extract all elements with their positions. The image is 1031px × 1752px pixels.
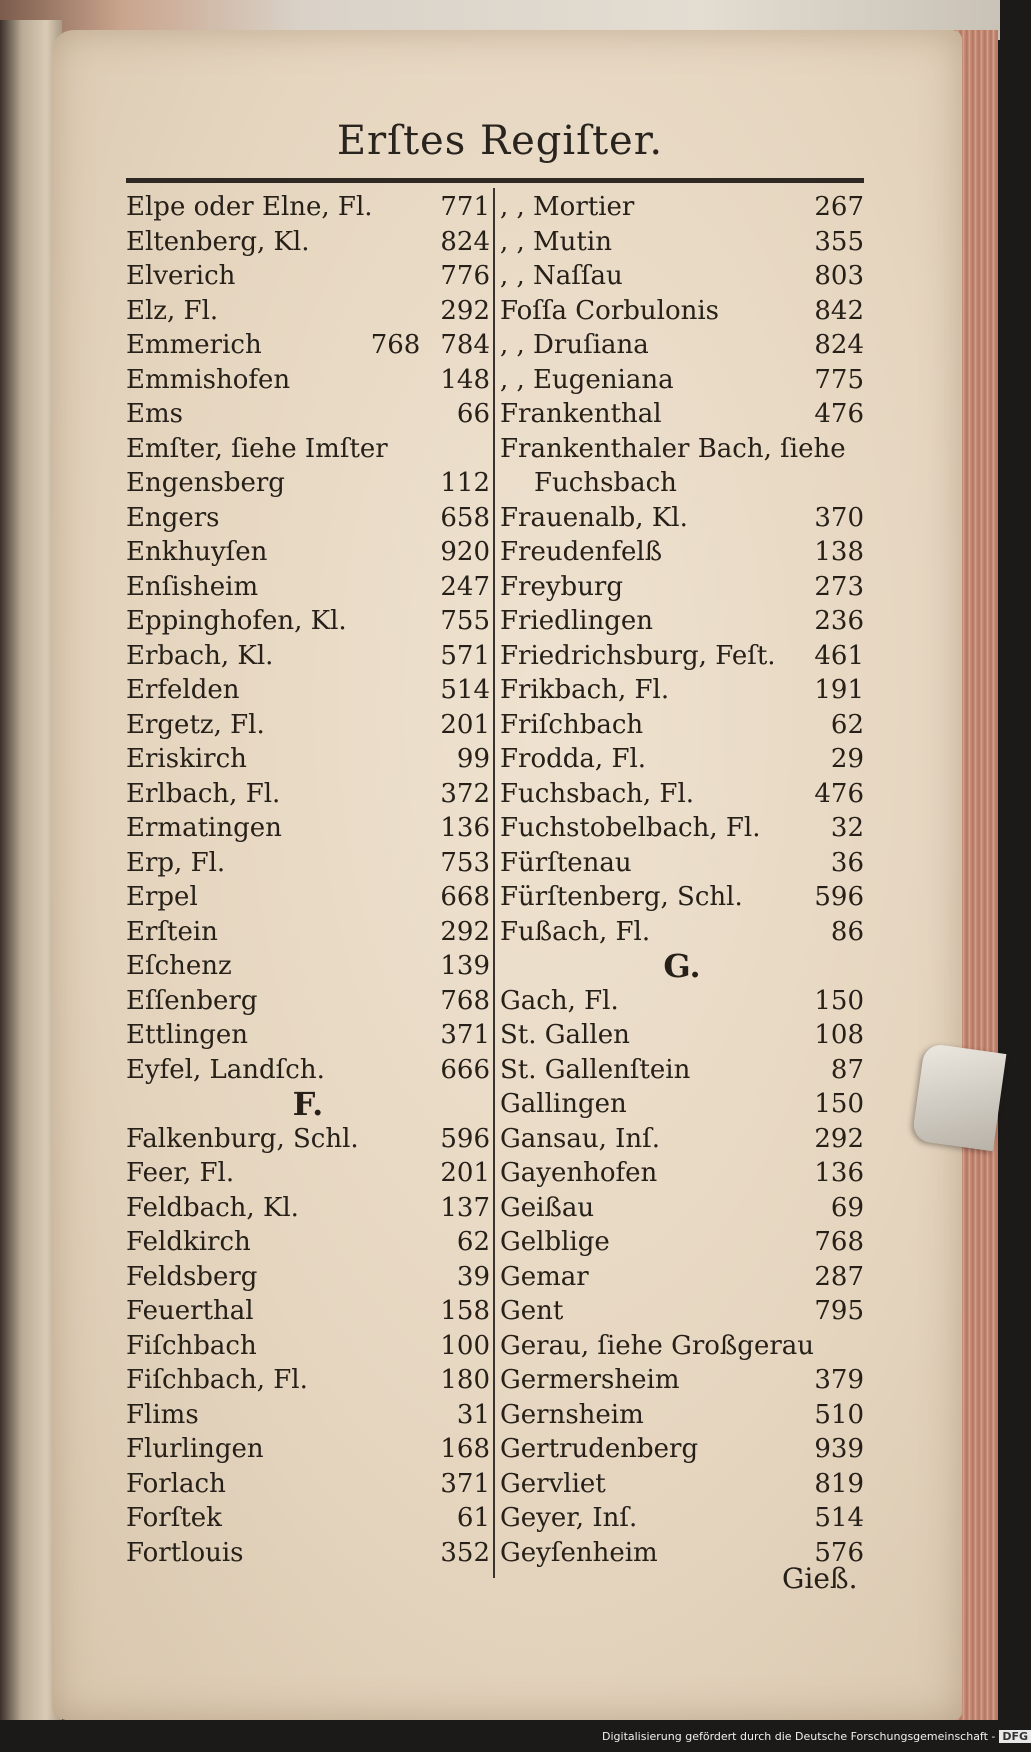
index-entry xyxy=(500,1398,864,1433)
entry-page: 372 xyxy=(440,778,490,809)
index-entry xyxy=(500,708,864,743)
entry-page: 180 xyxy=(440,1365,490,1395)
index-entry xyxy=(126,880,490,915)
entry-page: 69 xyxy=(830,1192,864,1223)
index-entry xyxy=(500,673,864,708)
entry-name: Eppinghofen, Kl. xyxy=(126,606,347,636)
index-entry xyxy=(500,1191,864,1226)
index-entry xyxy=(126,984,490,1019)
index-entry xyxy=(500,328,864,363)
index-entry xyxy=(500,1018,864,1053)
index-entry xyxy=(126,501,490,536)
entry-page: 150 xyxy=(814,1089,864,1119)
column-divider xyxy=(493,188,495,1578)
index-entry xyxy=(500,1156,864,1191)
entry-page: 514 xyxy=(814,1503,864,1533)
index-entry xyxy=(500,1087,864,1122)
entry-name: Erlbach, Fl. xyxy=(126,778,281,809)
entry-name: , , Mortier xyxy=(500,192,635,222)
entry-page: 108 xyxy=(814,1020,864,1050)
entry-page: 136 xyxy=(440,813,490,843)
index-entry xyxy=(500,742,864,777)
entry-name: Geyſenheim xyxy=(500,1537,658,1568)
index-entry xyxy=(500,1501,864,1536)
entry-page: 596 xyxy=(440,1123,490,1154)
index-entry xyxy=(126,432,490,467)
index-entry xyxy=(126,604,490,639)
entry-name: Fürſtenau xyxy=(500,847,632,878)
entry-page: 939 xyxy=(814,1434,864,1464)
entry-name: Friſchbach xyxy=(500,709,644,740)
index-entry xyxy=(500,1053,864,1088)
index-entry xyxy=(126,397,490,432)
entry-page: 775 xyxy=(814,364,864,395)
entry-page: 784 xyxy=(440,330,490,360)
entry-page: 795 xyxy=(814,1296,864,1326)
entry-name: Ems xyxy=(126,399,183,429)
footer-text: Digitalisierung gefördert durch die Deutsche Forschungsgemeinschaft - xyxy=(602,1730,996,1743)
entry-page: 36 xyxy=(830,847,864,878)
entry-name: Friedrichsburg, Feſt. xyxy=(500,640,776,671)
entry-name: Engers xyxy=(126,502,220,533)
entry-name: , , Druſiana xyxy=(500,330,649,360)
entry-name: Emſter, ſiehe Imſter xyxy=(126,433,388,464)
index-entry xyxy=(126,1501,490,1536)
index-entry xyxy=(126,1260,490,1295)
entry-page: 273 xyxy=(814,571,864,602)
entry-name: St. Gallen xyxy=(500,1020,630,1050)
index-entry xyxy=(500,639,864,674)
index-entry xyxy=(126,1467,490,1502)
index-entry xyxy=(500,570,864,605)
entry-page: 292 xyxy=(814,1123,864,1154)
index-entry xyxy=(126,949,490,984)
entry-name: Foſſa Corbulonis xyxy=(500,295,720,326)
entry-page: 355 xyxy=(814,226,864,257)
entry-name: Frankenthaler Bach, ſiehe xyxy=(500,433,846,464)
entry-name: Elz, Fl. xyxy=(126,295,219,326)
entry-name: Ermatingen xyxy=(126,813,282,843)
entry-name: Ettlingen xyxy=(126,1020,249,1050)
index-entry xyxy=(500,1329,864,1364)
index-entry xyxy=(126,363,490,398)
index-entry xyxy=(500,259,864,294)
entry-page: 803 xyxy=(814,261,864,291)
index-entry xyxy=(126,846,490,881)
entry-name: Emmishofen xyxy=(126,364,291,395)
entry-name: Freyburg xyxy=(500,571,624,602)
entry-page: 292 xyxy=(440,916,490,947)
entry-page: 768 xyxy=(814,1227,864,1257)
entry-page: 247 xyxy=(440,571,490,602)
index-entry xyxy=(126,1122,490,1157)
entry-name: Gerau, ſiehe Großgerau xyxy=(500,1330,815,1361)
catchword: Gieß. xyxy=(782,1562,858,1595)
entry-name: Forlach xyxy=(126,1468,226,1499)
index-entry xyxy=(126,1225,490,1260)
index-entry xyxy=(126,742,490,777)
index-entry xyxy=(126,708,490,743)
index-entry xyxy=(126,639,490,674)
entry-name: Gach, Fl. xyxy=(500,985,619,1016)
index-entry xyxy=(500,432,864,467)
entry-name: Erbach, Kl. xyxy=(126,640,274,671)
entry-page: 201 xyxy=(440,1158,490,1188)
entry-name: Germersheim xyxy=(500,1365,680,1395)
index-entry xyxy=(126,1294,490,1329)
index-entry xyxy=(500,294,864,329)
entry-name: Gervliet xyxy=(500,1468,606,1499)
entry-name: Fuchsbach, Fl. xyxy=(500,778,695,809)
entry-name: Friedlingen xyxy=(500,606,653,636)
entry-name: St. Gallenſtein xyxy=(500,1054,691,1085)
index-entry xyxy=(126,1398,490,1433)
entry-page: 150 xyxy=(814,985,864,1016)
entry-page: 776 xyxy=(440,261,490,291)
index-entry xyxy=(126,570,490,605)
entry-page: 476 xyxy=(814,399,864,429)
entry-page: 32 xyxy=(830,813,864,843)
entry-name: Gertrudenberg xyxy=(500,1434,699,1464)
entry-name: Fiſchbach, Fl. xyxy=(126,1365,308,1395)
index-entry xyxy=(500,1467,864,1502)
entry-page: 379 xyxy=(814,1365,864,1395)
entry-page: 158 xyxy=(440,1296,490,1326)
index-entry xyxy=(500,397,864,432)
entry-name: Erfelden xyxy=(126,675,240,705)
entry-name: Elverich xyxy=(126,261,236,291)
section-heading: G. xyxy=(663,947,701,985)
entry-page: 576 xyxy=(814,1537,864,1568)
index-entry xyxy=(126,190,490,225)
entry-name: Frodda, Fl. xyxy=(500,744,647,774)
bookmark-tab xyxy=(912,1043,1007,1151)
index-entry xyxy=(126,225,490,260)
entry-name: Frauenalb, Kl. xyxy=(500,502,688,533)
entry-page: 666 xyxy=(440,1054,490,1085)
entry-page: 514 xyxy=(440,675,490,705)
entry-page: 236 xyxy=(814,606,864,636)
entry-page: 292 xyxy=(440,295,490,326)
entry-page: 61 xyxy=(456,1503,490,1533)
index-entry xyxy=(500,501,864,536)
index-entry xyxy=(126,1329,490,1364)
left-column xyxy=(126,190,490,1570)
entry-page: 138 xyxy=(814,537,864,567)
index-entry xyxy=(500,225,864,260)
index-entry xyxy=(126,1053,490,1088)
entry-page: 191 xyxy=(814,675,864,705)
index-entry xyxy=(126,1191,490,1226)
entry-page-secondary: 768 xyxy=(370,330,421,360)
index-entry xyxy=(126,535,490,570)
entry-page: 87 xyxy=(830,1054,864,1085)
entry-name: Eſchenz xyxy=(126,951,232,981)
entry-page: 137 xyxy=(440,1192,490,1223)
page-title: Erſtes Regiſter. xyxy=(336,118,664,164)
entry-page: 476 xyxy=(814,778,864,809)
entry-page: 768 xyxy=(440,985,490,1016)
index-entry xyxy=(126,328,490,363)
index-entry xyxy=(126,1156,490,1191)
dfg-badge: DFG xyxy=(999,1730,1031,1743)
entry-name: Emmerich xyxy=(126,330,262,360)
entry-page: 771 xyxy=(440,192,490,222)
entry-page: 39 xyxy=(456,1261,490,1292)
entry-name: Engensberg xyxy=(126,468,285,498)
entry-name: Fuchstobelbach, Fl. xyxy=(500,813,761,843)
index-entry xyxy=(126,294,490,329)
entry-name: Gent xyxy=(500,1296,564,1326)
entry-page: 824 xyxy=(440,226,490,257)
entry-page: 148 xyxy=(440,364,490,395)
entry-name: Falkenburg, Schl. xyxy=(126,1123,359,1154)
entry-page: 658 xyxy=(440,502,490,533)
index-entry xyxy=(500,1432,864,1467)
entry-name: Fortlouis xyxy=(126,1537,244,1568)
entry-page: 62 xyxy=(830,709,864,740)
index-entry xyxy=(126,259,490,294)
entry-name: Eſſenberg xyxy=(126,985,258,1016)
right-column xyxy=(500,190,864,1570)
digitization-footer xyxy=(602,1730,1031,1743)
index-entry xyxy=(500,1260,864,1295)
entry-name: Feer, Fl. xyxy=(126,1158,235,1188)
index-entry xyxy=(126,1018,490,1053)
index-entry xyxy=(500,535,864,570)
entry-name: Flims xyxy=(126,1399,199,1430)
entry-name: Feldkirch xyxy=(126,1227,251,1257)
entry-name: Feldsberg xyxy=(126,1261,258,1292)
entry-name: , , Mutin xyxy=(500,226,612,257)
entry-page: 29 xyxy=(830,744,864,774)
entry-page: 753 xyxy=(440,847,490,878)
index-entry xyxy=(126,1432,490,1467)
index-entry xyxy=(500,984,864,1019)
entry-name: Fußach, Fl. xyxy=(500,916,651,947)
entry-name: Frikbach, Fl. xyxy=(500,675,670,705)
entry-page: 370 xyxy=(814,502,864,533)
entry-page: 668 xyxy=(440,882,490,912)
index-entry xyxy=(500,846,864,881)
entry-name: , , Eugeniana xyxy=(500,364,674,395)
entry-page: 819 xyxy=(814,1468,864,1499)
entry-page: 287 xyxy=(814,1261,864,1292)
index-entry xyxy=(126,466,490,501)
section-heading: F. xyxy=(292,1085,324,1123)
entry-name: Gelblige xyxy=(500,1227,610,1257)
entry-name: Feuerthal xyxy=(126,1296,254,1326)
entry-page: 267 xyxy=(814,192,864,222)
index-entry xyxy=(500,811,864,846)
index-entry xyxy=(500,466,864,501)
index-entry xyxy=(500,1122,864,1157)
index-entry xyxy=(500,915,864,950)
entry-page: 461 xyxy=(814,640,864,671)
entry-name: Erp, Fl. xyxy=(126,847,226,878)
index-entry xyxy=(500,880,864,915)
index-entry xyxy=(500,604,864,639)
entry-page: 99 xyxy=(456,744,490,774)
index-entry xyxy=(500,777,864,812)
entry-name: Fuchsbach xyxy=(534,468,677,498)
index-entry xyxy=(126,777,490,812)
entry-name: Fiſchbach xyxy=(126,1330,257,1361)
index-entry xyxy=(500,1294,864,1329)
entry-name: Gallingen xyxy=(500,1089,627,1119)
entry-name: Eyfel, Landſch. xyxy=(126,1054,325,1085)
entry-name: Enkhuyſen xyxy=(126,537,268,567)
entry-page: 510 xyxy=(814,1399,864,1430)
entry-page: 201 xyxy=(440,709,490,740)
entry-name: Elpe oder Elne, Fl. xyxy=(126,192,373,222)
entry-name: Erpel xyxy=(126,882,198,912)
entry-name: Fürſtenberg, Schl. xyxy=(500,882,743,912)
entry-page: 371 xyxy=(440,1020,490,1050)
entry-page: 352 xyxy=(440,1537,490,1568)
entry-page: 824 xyxy=(814,330,864,360)
entry-page: 86 xyxy=(830,916,864,947)
entry-page: 571 xyxy=(440,640,490,671)
index-entry xyxy=(126,915,490,950)
entry-page: 112 xyxy=(440,468,490,498)
index-entry xyxy=(500,1363,864,1398)
entry-page: 842 xyxy=(814,295,864,326)
title-rule xyxy=(126,178,864,183)
entry-name: Gemar xyxy=(500,1261,589,1292)
entry-page: 31 xyxy=(456,1399,490,1430)
entry-name: Freudenfelß xyxy=(500,537,663,567)
entry-name: Enſisheim xyxy=(126,571,259,602)
entry-page: 62 xyxy=(456,1227,490,1257)
entry-name: Feldbach, Kl. xyxy=(126,1192,299,1223)
entry-page: 920 xyxy=(440,537,490,567)
entry-name: Eltenberg, Kl. xyxy=(126,226,310,257)
entry-page: 755 xyxy=(440,606,490,636)
entry-name: Eriskirch xyxy=(126,744,247,774)
index-entry xyxy=(500,1225,864,1260)
entry-name: Forſtek xyxy=(126,1503,222,1533)
entry-page: 596 xyxy=(814,882,864,912)
entry-page: 100 xyxy=(440,1330,490,1361)
entry-name: Geyer, Inſ. xyxy=(500,1503,638,1533)
entry-page: 139 xyxy=(440,951,490,981)
entry-name: Gernsheim xyxy=(500,1399,644,1430)
entry-name: Erſtein xyxy=(126,916,218,947)
index-entry xyxy=(126,811,490,846)
entry-page: 66 xyxy=(456,399,490,429)
entry-name: Gansau, Inſ. xyxy=(500,1123,661,1154)
index-entry xyxy=(126,1536,490,1571)
index-entry xyxy=(500,190,864,225)
entry-name: Geißau xyxy=(500,1192,595,1223)
entry-name: , , Naſſau xyxy=(500,261,623,291)
entry-name: Ergetz, Fl. xyxy=(126,709,265,740)
index-entry xyxy=(500,363,864,398)
entry-name: Flurlingen xyxy=(126,1434,264,1464)
entry-page: 136 xyxy=(814,1158,864,1188)
entry-name: Frankenthal xyxy=(500,399,662,429)
index-entry xyxy=(126,673,490,708)
entry-page: 168 xyxy=(440,1434,490,1464)
index-entry xyxy=(126,1363,490,1398)
entry-page: 371 xyxy=(440,1468,490,1499)
entry-name: Gayenhofen xyxy=(500,1158,658,1188)
